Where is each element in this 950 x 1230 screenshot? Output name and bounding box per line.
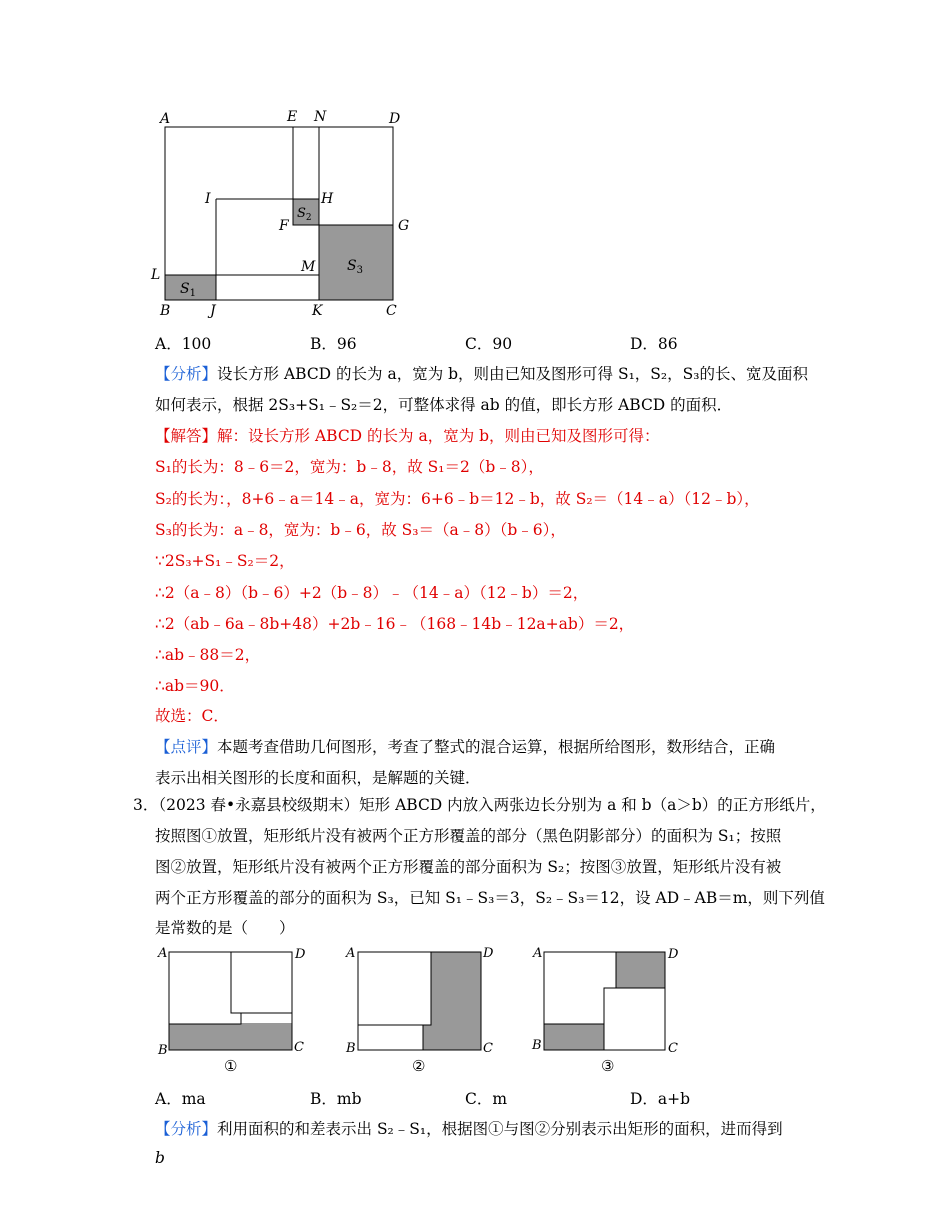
label-L: L — [151, 267, 161, 283]
solution-line-1: 【解答】解：设长方形 ABCD 的长为 a，宽为 b，则由已知及图形可得： — [155, 427, 660, 445]
figure-set-q3 — [150, 940, 690, 1075]
label-s3: $S_3$ — [347, 258, 363, 276]
label-I: I — [205, 191, 211, 207]
solution-line-7: ∴2（ab﹣6a﹣8b+48）+2b﹣16﹣（168﹣14b﹣12a+ab）＝2， — [155, 615, 635, 633]
option-b: B．96 — [310, 335, 357, 353]
label-G: G — [398, 218, 410, 234]
q3-option-a: A．ma — [155, 1090, 206, 1108]
label-B: B — [160, 303, 171, 319]
q3-analysis-line-1: 【分析】利用面积的和差表示出 S₂﹣S₁，根据图①与图②分别表示出矩形的面积，进而得到 — [155, 1120, 783, 1138]
fig3-label-A: A — [533, 946, 543, 961]
label-s1: $S_1$ — [180, 281, 196, 299]
fig3-label-C: C — [668, 1041, 678, 1056]
fig1-label-B: B — [158, 1043, 168, 1058]
fig2-label-A: A — [346, 946, 356, 961]
label-J: J — [210, 303, 216, 319]
q3-line-1: 3．（2023 春•永嘉县校级期末）矩形 ABCD 内放入两张边长分别为 a 和 b（a＞b）的正方形纸片， — [133, 796, 826, 814]
analysis-line-1: 【分析】设长方形 ABCD 的长为 a，宽为 b，则由已知及图形可得 S₁，S₂，S₃的长、宽及面积 — [155, 365, 808, 383]
fig-num-2: ② — [412, 1057, 426, 1075]
fig-num-3: ③ — [601, 1057, 615, 1075]
solution-line-4: S₃的长为：a﹣8，宽为：b﹣6，故 S₃＝（a﹣8）（b﹣6）， — [155, 521, 566, 539]
fig2-label-D: D — [483, 946, 494, 961]
solution-line-3: S₂的长为：，8+6﹣a＝14﹣a，宽为：6+6﹣b＝12﹣b，故 S₂＝（14﹣a）（12﹣b）， — [155, 490, 760, 508]
q3-line-2: 按照图①放置，矩形纸片没有被两个正方形覆盖的部分（黑色阴影部分）的面积为 S₁；按照 — [155, 827, 782, 845]
label-M: M — [301, 259, 316, 275]
q3-line-3: 图②放置，矩形纸片没有被两个正方形覆盖的部分面积为 S₂；按图③放置，矩形纸片没有被 — [155, 858, 782, 876]
label-A: A — [160, 111, 171, 127]
label-H: H — [321, 191, 334, 207]
analysis-tag: 【分析】 — [155, 365, 218, 383]
figure-1 — [145, 105, 425, 325]
solution-line-10: 故选：C． — [155, 707, 229, 725]
label-E: E — [287, 109, 298, 125]
fig1-label-A: A — [158, 946, 168, 961]
comment-line-2: 表示出相关图形的长度和面积，是解题的关键． — [155, 769, 481, 787]
q3-line-5: 是常数的是（ ） — [155, 919, 295, 937]
fig-num-1: ① — [224, 1057, 238, 1075]
solution-line-9: ∴ab＝90． — [155, 677, 235, 695]
fig3-label-B: B — [532, 1038, 542, 1053]
solution-tag: 【解答】 — [155, 427, 218, 445]
label-F: F — [279, 218, 289, 234]
fig2-label-B: B — [346, 1041, 356, 1056]
comment-tag: 【点评】 — [155, 738, 218, 756]
fig2-label-C: C — [483, 1041, 493, 1056]
analysis-line-2: 如何表示，根据 2S₃+S₁﹣S₂＝2，可整体求得 ab 的值，即长方形 ABCD 的面积． — [155, 396, 733, 414]
option-c: C．90 — [465, 335, 513, 353]
q3-number: 3． — [133, 796, 159, 814]
option-d: D．86 — [630, 335, 678, 353]
label-N: N — [314, 109, 327, 125]
q3-line-4: 两个正方形覆盖的部分的面积为 S₃，已知 S₁﹣S₃＝3，S₂﹣S₃＝12，设 AD﹣AB＝m，则下列值 — [155, 889, 825, 907]
option-a: A．100 — [155, 335, 212, 353]
q3-option-d: D．a+b — [630, 1090, 691, 1108]
solution-line-5: ∵2S₃+S₁﹣S₂＝2， — [155, 552, 295, 570]
solution-line-6: ∴2（a﹣8）（b﹣6）+2（b﹣8）﹣（14﹣a）（12﹣b）＝2， — [155, 584, 589, 602]
q3-analysis-line-2: b — [155, 1149, 165, 1167]
q3-option-b: B．mb — [310, 1090, 362, 1108]
fig3-label-D: D — [668, 947, 679, 962]
fig1-label-C: C — [294, 1040, 304, 1055]
label-D: D — [389, 111, 401, 127]
label-K: K — [312, 303, 323, 319]
solution-line-2: S₁的长为：8﹣6＝2，宽为：b﹣8，故 S₁＝2（b﹣8）， — [155, 458, 544, 476]
solution-line-8: ∴ab﹣88＝2， — [155, 646, 261, 664]
label-C: C — [386, 303, 397, 319]
fig1-label-D: D — [295, 947, 306, 962]
label-s2: $S_2$ — [297, 206, 312, 223]
q3-option-c: C．m — [465, 1090, 508, 1108]
q3-analysis-tag: 【分析】 — [155, 1120, 218, 1138]
comment-line-1: 【点评】本题考查借助几何图形，考查了整式的混合运算，根据所给图形，数形结合，正确 — [155, 738, 776, 756]
